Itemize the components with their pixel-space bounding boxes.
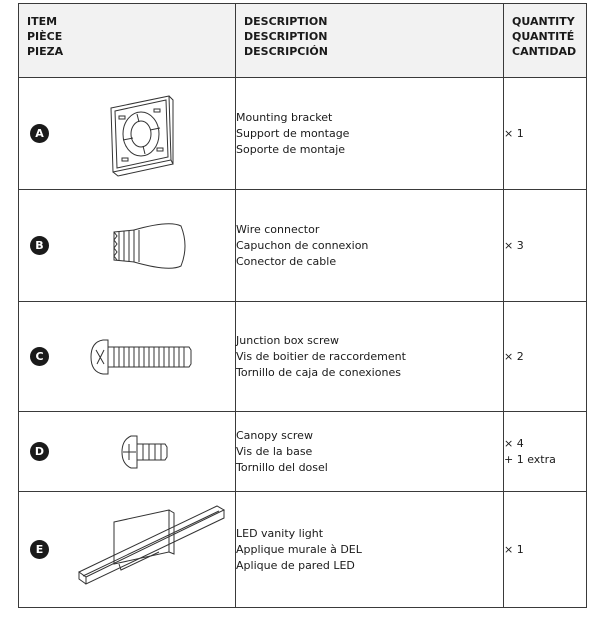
description-cell-b xyxy=(236,190,504,302)
header-description xyxy=(236,4,504,78)
description-cell-d xyxy=(236,412,504,492)
header-item-es: PIEZA xyxy=(27,45,64,58)
header-quantity-es: CANTIDAD xyxy=(512,45,577,58)
mounting-bracket-illustration xyxy=(19,78,236,190)
item-letter-badge: C xyxy=(30,347,49,366)
header-description-es: DESCRIPCIÓN xyxy=(244,45,328,58)
description-es: Conector de cable xyxy=(236,254,337,268)
quantity-cell-d xyxy=(504,412,587,492)
junction-box-screw-illustration xyxy=(19,302,236,412)
description-en: LED vanity light xyxy=(236,526,324,540)
quantity-value: × 1 xyxy=(504,126,524,140)
header-row xyxy=(19,4,587,78)
description-es: Aplique de pared LED xyxy=(236,558,355,572)
item-letter-badge: E xyxy=(30,540,49,559)
description-cell-e xyxy=(236,492,504,608)
description-en: Junction box screw xyxy=(236,333,340,347)
header-description-fr: DESCRIPTION xyxy=(244,30,328,43)
quantity-value: × 1 xyxy=(504,542,524,556)
description-cell-a xyxy=(236,78,504,190)
item-letter-badge: D xyxy=(30,442,49,461)
description-fr: Applique murale à DEL xyxy=(236,542,362,556)
wire-connector-illustration xyxy=(19,190,236,302)
parts-table xyxy=(18,3,587,608)
table-row xyxy=(19,302,587,412)
description-fr: Vis de la base xyxy=(236,444,313,458)
item-letter-badge: B xyxy=(30,236,49,255)
description-en: Canopy screw xyxy=(236,428,313,442)
item-letter-badge: A xyxy=(30,124,49,143)
quantity-cell-e xyxy=(504,492,587,608)
header-quantity-fr: QUANTITÉ xyxy=(512,30,575,43)
quantity-cell-c xyxy=(504,302,587,412)
table-row xyxy=(19,492,587,608)
header-quantity-en: QUANTITY xyxy=(512,15,575,28)
description-fr: Capuchon de connexion xyxy=(236,238,369,252)
description-cell-c xyxy=(236,302,504,412)
table-row xyxy=(19,78,587,190)
quantity-cell-a xyxy=(504,78,587,190)
quantity-value: × 3 xyxy=(504,238,524,252)
table-row xyxy=(19,190,587,302)
canopy-screw-illustration xyxy=(19,412,236,492)
header-item-en: ITEM xyxy=(27,15,58,28)
quantity-extra: + 1 extra xyxy=(504,452,556,466)
description-es: Soporte de montaje xyxy=(236,142,346,156)
item-cell-a xyxy=(19,78,236,190)
item-cell-b xyxy=(19,190,236,302)
item-cell-e xyxy=(19,492,236,608)
quantity-value: × 4 xyxy=(504,436,524,450)
item-cell-c xyxy=(19,302,236,412)
led-vanity-light-illustration xyxy=(19,492,236,608)
table-row xyxy=(19,412,587,492)
header-description-en: DESCRIPTION xyxy=(244,15,328,28)
description-en: Mounting bracket xyxy=(236,110,333,124)
description-en: Wire connector xyxy=(236,222,320,236)
description-fr: Vis de boitier de raccordement xyxy=(236,349,406,363)
header-item-fr: PIÈCE xyxy=(27,30,63,43)
quantity-value: × 2 xyxy=(504,349,524,363)
description-es: Tornillo de caja de conexiones xyxy=(236,365,401,379)
item-cell-d xyxy=(19,412,236,492)
description-es: Tornillo del dosel xyxy=(236,460,328,474)
description-fr: Support de montage xyxy=(236,126,350,140)
header-quantity xyxy=(504,4,587,78)
quantity-cell-b xyxy=(504,190,587,302)
header-item xyxy=(19,4,236,78)
